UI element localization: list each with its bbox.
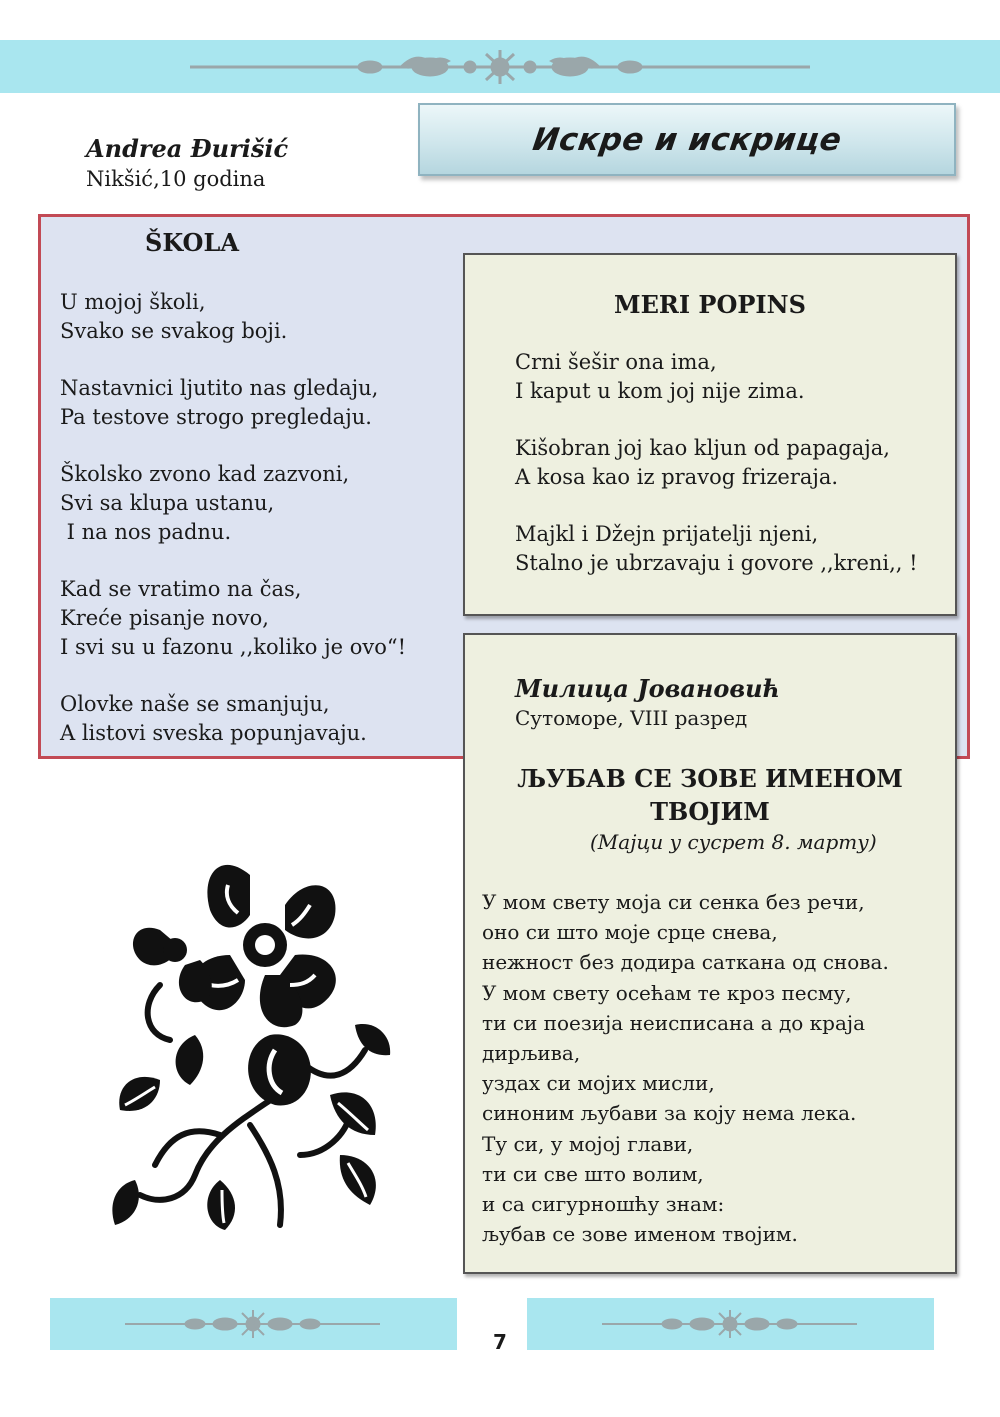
poem-line: У мом свету моја си сенка без речи, xyxy=(482,890,865,914)
bottom-left-decorative-band xyxy=(50,1298,457,1350)
meri-poem-text xyxy=(515,348,918,606)
ljubav-title xyxy=(463,762,957,828)
stanza xyxy=(515,520,918,578)
poem-line: ти си поезија неисписана а до краја xyxy=(482,1010,866,1035)
ljubav-dedication: (Мајци у сусрет 8. марту) xyxy=(590,830,877,854)
stanza xyxy=(60,374,406,432)
poem-line: Pa testove strogo pregledaju. xyxy=(60,405,372,429)
poem-line: Kreće pisanje novo, xyxy=(60,606,269,630)
poem-line: A kosa kao iz pravog frizeraja. xyxy=(515,465,839,489)
poem-line: ти си све што волим, xyxy=(482,1161,704,1186)
top-decorative-band xyxy=(0,40,1000,93)
ornamental-divider-icon xyxy=(0,40,1000,93)
section-title-box xyxy=(418,103,956,176)
poem-line: Crni šešir ona ima, xyxy=(515,350,717,374)
stanza xyxy=(60,690,406,748)
poem-line: A listovi sveska popunjavaju. xyxy=(60,721,367,745)
poem-line: Školsko zvono kad zazvoni, xyxy=(60,462,350,486)
poem-line: Kišobran joj kao kljun od papagaja, xyxy=(515,436,890,460)
poem-line: нежност без додира саткана од снова. xyxy=(482,950,889,975)
ljubav-poem-text xyxy=(482,887,889,1249)
author-name: Andrea Đurišić xyxy=(86,134,289,163)
poem-line: дирљива, xyxy=(482,1041,581,1066)
poem-line: оно си што моје срце снева, xyxy=(482,920,778,945)
poem-line: Stalno je ubrzavaju i govore ,,kreni,, ! xyxy=(515,551,918,575)
stanza xyxy=(60,460,406,547)
ornamental-divider-icon xyxy=(527,1298,934,1350)
poem-line: U mojoj školi, xyxy=(60,290,206,314)
bottom-right-decorative-band xyxy=(527,1298,934,1350)
meri-title: MERI POPINS xyxy=(614,290,806,319)
poem-line: синоним љубави за коју нема лека. xyxy=(482,1101,857,1126)
poem-line: Kad se vratimo na čas, xyxy=(60,577,302,601)
page-number: 7 xyxy=(493,1330,507,1354)
flower-illustration-icon xyxy=(100,835,400,1245)
ljubav-title-line: ЉУБАВ СЕ ЗОВЕ ИМЕНОМ xyxy=(517,764,903,793)
skola-title: ŠKOLA xyxy=(145,228,239,257)
poem-line: љубав се зове именом твојим. xyxy=(482,1222,798,1247)
poem-line: I kaput u kom joj nije zima. xyxy=(515,379,805,403)
skola-poem-text xyxy=(60,288,406,776)
poem-line: I na nos padnu. xyxy=(60,520,232,544)
poem-line: Majkl i Džejn prijatelji njeni, xyxy=(515,522,819,546)
ljubav-author: Милица Јовановић xyxy=(515,674,781,703)
poem-line: уздах си мојих мисли, xyxy=(482,1071,715,1096)
ornamental-divider-icon xyxy=(50,1298,457,1350)
poem-line: Nastavnici ljutito nas gledaju, xyxy=(60,376,379,400)
poem-line: Svi sa klupa ustanu, xyxy=(60,491,275,515)
poem-line: У мом свету осећам те кроз песму, xyxy=(482,980,852,1005)
poem-line: и са сигурношћу знам: xyxy=(482,1192,725,1217)
poem-line: Olovke naše se smanjuju, xyxy=(60,692,330,716)
stanza xyxy=(60,575,406,662)
stanza xyxy=(515,348,918,406)
ljubav-title-line: ТВОЈИМ xyxy=(650,797,770,826)
stanza xyxy=(60,288,406,346)
poem-line: Ту си, у мојој глави, xyxy=(482,1131,694,1156)
stanza xyxy=(515,434,918,492)
section-title: Искре и искрице xyxy=(530,121,844,158)
ljubav-place: Сутоморе, VIII разред xyxy=(515,706,748,730)
author-place: Nikšić,10 godina xyxy=(86,167,266,191)
poem-line: I svi su u fazonu ,,koliko je ovo“! xyxy=(60,635,407,659)
poem-line: Svako se svakog boji. xyxy=(60,319,288,343)
